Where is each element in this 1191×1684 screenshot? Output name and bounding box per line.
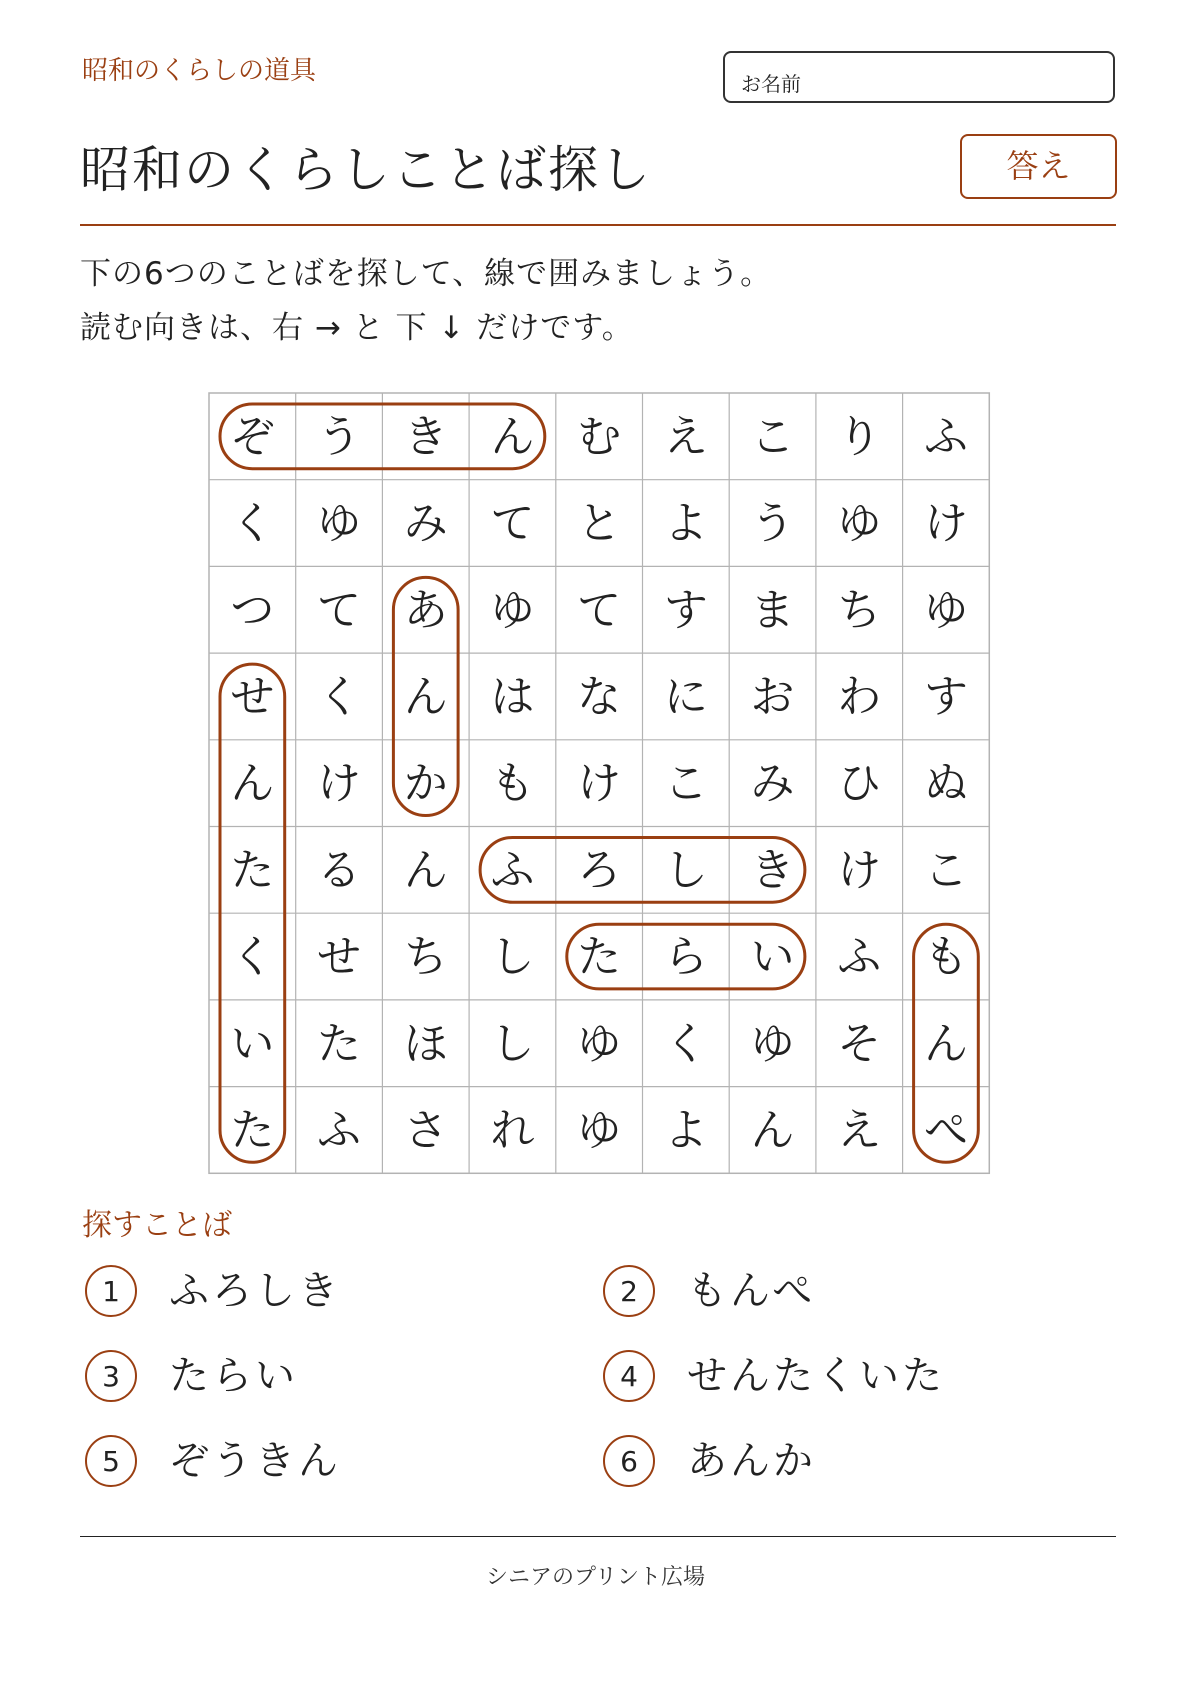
footer-divider [80, 1536, 1116, 1537]
grid-cell[interactable]: し [490, 931, 535, 983]
grid-cell[interactable]: て [317, 584, 362, 636]
grid-cell[interactable]: も [923, 931, 968, 983]
grid-cell[interactable]: つ [230, 584, 275, 636]
grid-cell[interactable]: ふ [317, 1104, 362, 1156]
grid-cell[interactable]: ぺ [923, 1104, 968, 1156]
grid-cell[interactable]: く [230, 498, 275, 550]
grid-cell[interactable]: た [317, 1018, 362, 1070]
grid-cell[interactable]: わ [837, 671, 882, 723]
grid-cell[interactable]: む [577, 411, 622, 463]
grid-cell[interactable]: ま [750, 584, 795, 636]
grid-cell[interactable]: ぞ [230, 411, 275, 463]
grid-cell[interactable]: ら [663, 931, 708, 983]
grid-cell[interactable]: け [923, 498, 968, 550]
grid-cell[interactable]: す [923, 671, 968, 723]
grid-cell[interactable]: ぬ [923, 758, 968, 810]
grid-cell[interactable]: え [837, 1104, 882, 1156]
grid-cell[interactable]: ん [750, 1104, 795, 1156]
grid-cell[interactable]: し [490, 1018, 535, 1070]
grid-cell[interactable]: う [750, 498, 795, 550]
word-text-1: ふろしき [169, 1268, 341, 1314]
word-text-5: ぞうきん [169, 1438, 341, 1484]
answer-button[interactable]: 答え [960, 134, 1117, 199]
title-divider [80, 224, 1116, 226]
grid-cell[interactable]: ふ [923, 411, 968, 463]
grid-cell[interactable]: ゆ [577, 1018, 622, 1070]
word-number-5: 5 [85, 1435, 137, 1487]
answer-loop [220, 664, 285, 1162]
grid-cell[interactable]: け [317, 758, 362, 810]
word-number-2: 2 [603, 1265, 655, 1317]
grid-cell[interactable]: ち [403, 931, 448, 983]
page-title: 昭和のくらしことば探し [80, 141, 652, 199]
grid-cell[interactable]: て [577, 584, 622, 636]
grid-cell[interactable]: ゆ [577, 1104, 622, 1156]
grid-cell[interactable]: く [317, 671, 362, 723]
grid-cell[interactable]: り [837, 411, 882, 463]
grid-cell[interactable]: ん [230, 758, 275, 810]
grid-cell[interactable]: ゆ [490, 584, 535, 636]
grid-cell[interactable]: こ [923, 844, 968, 896]
grid-cell[interactable]: は [490, 671, 535, 723]
grid-cell[interactable]: に [663, 671, 708, 723]
grid-cell[interactable]: よ [663, 498, 708, 550]
grid-cell[interactable]: ひ [837, 758, 882, 810]
grid-cell[interactable]: よ [663, 1104, 708, 1156]
grid-cell[interactable]: み [750, 758, 795, 810]
grid-cell[interactable]: そ [837, 1018, 882, 1070]
grid-cell[interactable]: ん [923, 1018, 968, 1070]
name-field-label: お名前 [741, 72, 801, 96]
word-text-3: たらい [169, 1353, 298, 1399]
word-text-6: あんか [687, 1438, 816, 1484]
grid-cell[interactable]: ゆ [750, 1018, 795, 1070]
grid-cell[interactable]: ゆ [317, 498, 362, 550]
word-number-1: 1 [85, 1265, 137, 1317]
grid-cell[interactable]: ろ [577, 844, 622, 896]
word-number-4: 4 [603, 1350, 655, 1402]
grid-cell[interactable]: え [663, 411, 708, 463]
grid-cell[interactable]: ん [403, 844, 448, 896]
word-number-6: 6 [603, 1435, 655, 1487]
grid-cell[interactable]: い [750, 931, 795, 983]
grid-cell[interactable]: ゆ [923, 584, 968, 636]
grid-cell[interactable]: こ [663, 758, 708, 810]
category-label: 昭和のくらしの道具 [82, 56, 317, 86]
grid-cell[interactable]: ゆ [837, 498, 882, 550]
grid-cell[interactable]: な [577, 671, 622, 723]
grid-cell[interactable]: い [230, 1018, 275, 1070]
word-text-2: もんぺ [687, 1268, 816, 1314]
grid-cell[interactable]: れ [490, 1104, 535, 1156]
grid-cell[interactable]: て [490, 498, 535, 550]
grid-cell[interactable]: け [577, 758, 622, 810]
grid-cell[interactable]: ふ [490, 844, 535, 896]
grid-cell[interactable]: す [663, 584, 708, 636]
grid-cell[interactable]: う [317, 411, 362, 463]
grid-cell[interactable]: た [230, 1104, 275, 1156]
grid-cell[interactable]: ふ [837, 931, 882, 983]
grid-cell[interactable]: せ [230, 671, 275, 723]
grid-cell[interactable]: し [663, 844, 708, 896]
grid-cell[interactable]: け [837, 844, 882, 896]
name-field[interactable] [723, 51, 1115, 103]
footer-text: シニアのプリント広場 [485, 1565, 706, 1590]
grid-cell[interactable]: く [230, 931, 275, 983]
instruction-line-1: 下の6つのことばを探して、線で囲みましょう。 [80, 256, 773, 292]
word-text-4: せんたくいた [687, 1353, 945, 1399]
word-number-3: 3 [85, 1350, 137, 1402]
grid-cell[interactable]: た [577, 931, 622, 983]
grid-cell[interactable]: あ [403, 584, 448, 636]
grid-cell[interactable]: た [230, 844, 275, 896]
grid-cell[interactable]: み [403, 498, 448, 550]
grid-cell[interactable]: く [663, 1018, 708, 1070]
grid-cell[interactable]: さ [403, 1104, 448, 1156]
grid-cell[interactable]: ん [403, 671, 448, 723]
grid-cell[interactable]: と [577, 498, 622, 550]
grid-cell[interactable]: せ [317, 931, 362, 983]
grid-cell[interactable]: る [317, 844, 362, 896]
grid-cell[interactable]: ち [837, 584, 882, 636]
grid-cell[interactable]: ん [490, 411, 535, 463]
words-heading: 探すことば [82, 1208, 232, 1243]
grid-cell[interactable]: き [403, 411, 448, 463]
instruction-line-2: 読む向きは、右 → と 下 ↓ だけです。 [80, 310, 634, 346]
grid-cell[interactable]: き [750, 844, 795, 896]
grid-cell[interactable]: ほ [403, 1018, 448, 1070]
grid-cell[interactable]: も [490, 758, 535, 810]
grid-cell[interactable]: こ [750, 411, 795, 463]
grid-cell[interactable]: か [403, 758, 448, 810]
grid-cell[interactable]: お [750, 671, 795, 723]
